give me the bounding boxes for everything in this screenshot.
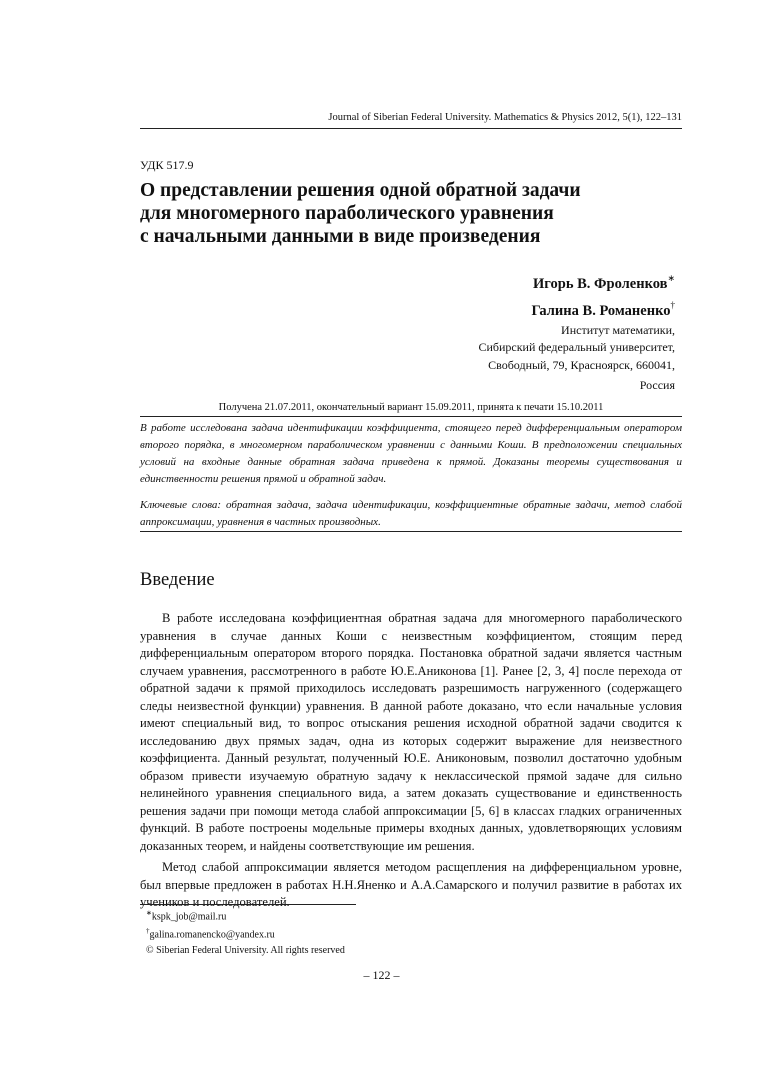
affiliation-country: Россия [639,378,675,393]
section-heading: Введение [140,570,215,590]
page-number: – 122 – [363,968,400,982]
udc-code: УДК 517.9 [140,158,194,172]
abstract: В работе исследована задача идентификации коэффициента, стоящего перед дифференциальным оператором второго порядка, в многомерном параболическом уравнении с данными Коши. В предположении специальных условий на входные данные обратная задача приведена к прямой. Доказаны теоремы существования и единственности решения прямой и обратной задач. [140,422,682,485]
footnotes [146,906,345,958]
author-name: Галина В. Романенко† [531,299,675,319]
abstract-bottom-divider [140,531,682,532]
title-line: для многомерного параболического уравнения [140,203,554,224]
author-name: Игорь В. Фроленков∗ [533,273,675,292]
footnote: †galina.romanencko@yandex.ru [146,927,275,941]
author-footnote-mark: † [670,299,675,310]
journal-header: Journal of Siberian Federal University. Mathematics & Physics 2012, 5(1), 122–131 [328,112,682,123]
title-line: с начальными данными в виде произведения [140,226,541,247]
paragraph: Метод слабой аппроксимации является методом расщепления на дифференциальном уровне, был впервые предложен в работах Н.Н.Яненко и А.А.Самарского и получил развитие в работах их учеников и последователей. [140,860,682,909]
paper-title [140,179,680,248]
author-footnote-mark: ∗ [667,273,675,283]
title-line: О представлении решения одной обратной задачи [140,180,581,201]
footnote: ∗kspk_job@mail.ru [146,909,227,923]
footnote: © Siberian Federal University. All rights reserved [146,944,345,956]
affiliation-line: Свободный, 79, Красноярск, 660041, [488,357,675,372]
keywords: Ключевые слова: обратная задача, задача идентификации, коэффициентные обратные задачи, метод слабой аппроксимации, уравнения в частных производных. [140,499,682,528]
header-divider [140,128,682,129]
body-text [140,610,682,916]
footnote-divider [140,904,356,905]
authors-block [478,268,675,395]
abstract-top-divider [140,416,682,417]
paragraph: В работе исследована коэффициентная обратная задача для многомерного параболического уравнения в случае данных Коши с неизвестным коэффициентом, стоящим перед дифференциальным оператором второго порядка. Постановка обратной задачи является частным случаем уравнения, рассмотренного в работе Ю.Е.Аниконова [1]. Ранее [2, 3, 4] после перехода от обратной задачи к прямой приходилось исследовать разрешимость нагруженного (содержащего следы неизвестной функции) уравнения. В данной работе доказано, что если начальные условия имеют специальный вид, то вопрос отыскания решения исходной обратной задачи сводится к исследованию двух прямых задач, одна из которых содержит выражение для неизвестного коэффициента. Данный результат, полученный Ю.Е. Аниконовым, позволил достаточно удобным образом привести изучаемую обратную задачу к неклассической прямой задаче для сильно нелинейного уравнения специального вида, а затем доказать существование и единственность решения задачи при помощи метода слабой аппроксимации [5, 6] в классах гладких ограниченных функций. В работе построены модельные примеры входных данных, удовлетворяющих условиям доказанных теорем, и найдены соответствующие им решения. [140,611,682,853]
affiliation-line: Сибирский федеральный университет, [478,340,675,355]
received-dates: Получена 21.07.2011, окончательный вариант 15.09.2011, принята к печати 15.10.2011 [218,402,604,413]
affiliation-line: Институт математики, [561,322,675,337]
affiliation [478,322,675,395]
